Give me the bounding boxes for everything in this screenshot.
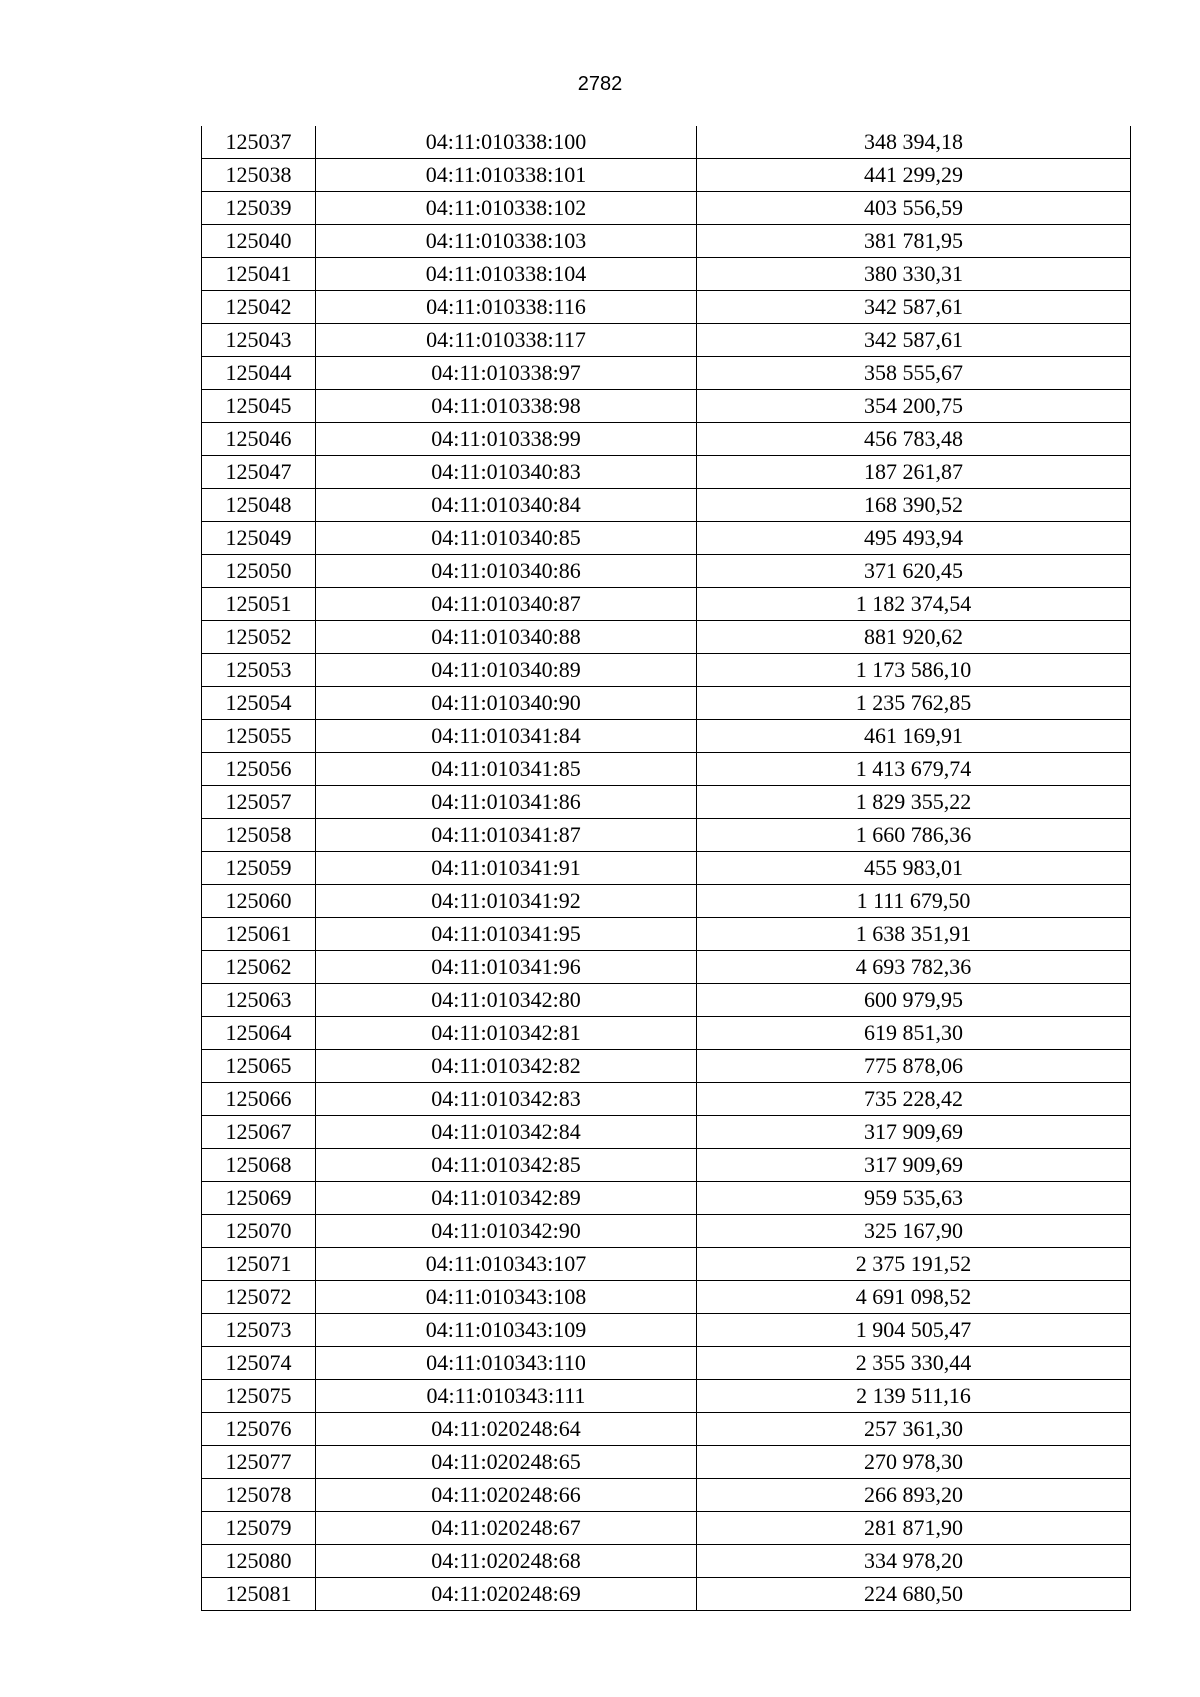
cadastral-value-cell: 317 909,69 bbox=[697, 1149, 1131, 1182]
cadastral-number-cell: 04:11:010341:84 bbox=[316, 720, 697, 753]
cadastral-number-cell: 04:11:010338:99 bbox=[316, 423, 697, 456]
table-row bbox=[202, 1479, 1131, 1512]
cadastral-value-cell: 325 167,90 bbox=[697, 1215, 1131, 1248]
row-number-cell: 125065 bbox=[202, 1050, 316, 1083]
cadastral-number-cell: 04:11:010342:84 bbox=[316, 1116, 697, 1149]
row-number-cell: 125039 bbox=[202, 192, 316, 225]
row-number-cell: 125042 bbox=[202, 291, 316, 324]
table-row bbox=[202, 1116, 1131, 1149]
cadastral-value-cell: 735 228,42 bbox=[697, 1083, 1131, 1116]
table-row bbox=[202, 819, 1131, 852]
row-number-cell: 125041 bbox=[202, 258, 316, 291]
table-row bbox=[202, 621, 1131, 654]
row-number-cell: 125060 bbox=[202, 885, 316, 918]
cadastral-value-cell: 1 111 679,50 bbox=[697, 885, 1131, 918]
table-row bbox=[202, 1545, 1131, 1578]
row-number-cell: 125040 bbox=[202, 225, 316, 258]
row-number-cell: 125064 bbox=[202, 1017, 316, 1050]
cadastral-number-cell: 04:11:010340:83 bbox=[316, 456, 697, 489]
row-number-cell: 125067 bbox=[202, 1116, 316, 1149]
cadastral-number-cell: 04:11:010342:90 bbox=[316, 1215, 697, 1248]
cadastral-value-cell: 354 200,75 bbox=[697, 390, 1131, 423]
cadastral-value-cell: 1 904 505,47 bbox=[697, 1314, 1131, 1347]
row-number-cell: 125059 bbox=[202, 852, 316, 885]
table-row bbox=[202, 588, 1131, 621]
cadastral-number-cell: 04:11:020248:65 bbox=[316, 1446, 697, 1479]
cadastral-number-cell: 04:11:010338:116 bbox=[316, 291, 697, 324]
row-number-cell: 125053 bbox=[202, 654, 316, 687]
table-row bbox=[202, 258, 1131, 291]
cadastral-value-cell: 1 235 762,85 bbox=[697, 687, 1131, 720]
cadastral-number-cell: 04:11:020248:69 bbox=[316, 1578, 697, 1611]
table-row bbox=[202, 225, 1131, 258]
cadastral-value-cell: 342 587,61 bbox=[697, 291, 1131, 324]
cadastral-number-cell: 04:11:010341:86 bbox=[316, 786, 697, 819]
cadastral-number-cell: 04:11:010338:98 bbox=[316, 390, 697, 423]
cadastral-value-cell: 358 555,67 bbox=[697, 357, 1131, 390]
table-row bbox=[202, 1512, 1131, 1545]
row-number-cell: 125057 bbox=[202, 786, 316, 819]
cadastral-number-cell: 04:11:020248:67 bbox=[316, 1512, 697, 1545]
table-row bbox=[202, 1347, 1131, 1380]
cadastral-value-cell: 455 983,01 bbox=[697, 852, 1131, 885]
cadastral-number-cell: 04:11:010342:85 bbox=[316, 1149, 697, 1182]
cadastral-value-cell: 461 169,91 bbox=[697, 720, 1131, 753]
cadastral-value-cell: 495 493,94 bbox=[697, 522, 1131, 555]
table-row bbox=[202, 126, 1131, 159]
table-row bbox=[202, 1578, 1131, 1611]
row-number-cell: 125056 bbox=[202, 753, 316, 786]
row-number-cell: 125074 bbox=[202, 1347, 316, 1380]
table-row bbox=[202, 885, 1131, 918]
row-number-cell: 125054 bbox=[202, 687, 316, 720]
table-row bbox=[202, 1281, 1131, 1314]
row-number-cell: 125050 bbox=[202, 555, 316, 588]
cadastral-value-cell: 1 660 786,36 bbox=[697, 819, 1131, 852]
table-row bbox=[202, 1248, 1131, 1281]
row-number-cell: 125078 bbox=[202, 1479, 316, 1512]
cadastral-value-cell: 224 680,50 bbox=[697, 1578, 1131, 1611]
cadastral-number-cell: 04:11:010338:97 bbox=[316, 357, 697, 390]
table-row bbox=[202, 522, 1131, 555]
table-row bbox=[202, 324, 1131, 357]
row-number-cell: 125037 bbox=[202, 126, 316, 159]
cadastral-value-cell: 381 781,95 bbox=[697, 225, 1131, 258]
cadastral-value-cell: 456 783,48 bbox=[697, 423, 1131, 456]
row-number-cell: 125079 bbox=[202, 1512, 316, 1545]
row-number-cell: 125045 bbox=[202, 390, 316, 423]
row-number-cell: 125068 bbox=[202, 1149, 316, 1182]
cadastral-value-cell: 342 587,61 bbox=[697, 324, 1131, 357]
row-number-cell: 125046 bbox=[202, 423, 316, 456]
table-row bbox=[202, 786, 1131, 819]
table-row bbox=[202, 720, 1131, 753]
table-row bbox=[202, 456, 1131, 489]
cadastral-number-cell: 04:11:010338:102 bbox=[316, 192, 697, 225]
cadastral-value-cell: 2 375 191,52 bbox=[697, 1248, 1131, 1281]
cadastral-number-cell: 04:11:010342:83 bbox=[316, 1083, 697, 1116]
cadastral-value-cell: 1 182 374,54 bbox=[697, 588, 1131, 621]
row-number-cell: 125076 bbox=[202, 1413, 316, 1446]
cadastral-value-cell: 334 978,20 bbox=[697, 1545, 1131, 1578]
table-row bbox=[202, 1215, 1131, 1248]
row-number-cell: 125081 bbox=[202, 1578, 316, 1611]
cadastral-value-cell: 281 871,90 bbox=[697, 1512, 1131, 1545]
table-row bbox=[202, 753, 1131, 786]
cadastral-number-cell: 04:11:010340:87 bbox=[316, 588, 697, 621]
cadastral-value-cell: 2 355 330,44 bbox=[697, 1347, 1131, 1380]
table-row bbox=[202, 489, 1131, 522]
cadastral-number-cell: 04:11:010338:117 bbox=[316, 324, 697, 357]
table-row bbox=[202, 687, 1131, 720]
cadastral-value-cell: 1 173 586,10 bbox=[697, 654, 1131, 687]
cadastral-number-cell: 04:11:010341:95 bbox=[316, 918, 697, 951]
table-row bbox=[202, 1314, 1131, 1347]
cadastral-number-cell: 04:11:010340:84 bbox=[316, 489, 697, 522]
row-number-cell: 125062 bbox=[202, 951, 316, 984]
cadastral-value-cell: 775 878,06 bbox=[697, 1050, 1131, 1083]
cadastral-value-cell: 1 413 679,74 bbox=[697, 753, 1131, 786]
table-row bbox=[202, 1083, 1131, 1116]
table-row bbox=[202, 423, 1131, 456]
cadastral-number-cell: 04:11:010343:107 bbox=[316, 1248, 697, 1281]
cadastral-number-cell: 04:11:010340:90 bbox=[316, 687, 697, 720]
cadastral-value-cell: 270 978,30 bbox=[697, 1446, 1131, 1479]
cadastral-number-cell: 04:11:010341:92 bbox=[316, 885, 697, 918]
table-row bbox=[202, 291, 1131, 324]
row-number-cell: 125061 bbox=[202, 918, 316, 951]
cadastral-number-cell: 04:11:010343:109 bbox=[316, 1314, 697, 1347]
row-number-cell: 125072 bbox=[202, 1281, 316, 1314]
row-number-cell: 125077 bbox=[202, 1446, 316, 1479]
cadastral-value-cell: 441 299,29 bbox=[697, 159, 1131, 192]
cadastral-number-cell: 04:11:020248:68 bbox=[316, 1545, 697, 1578]
row-number-cell: 125073 bbox=[202, 1314, 316, 1347]
cadastral-number-cell: 04:11:010340:88 bbox=[316, 621, 697, 654]
table-row bbox=[202, 357, 1131, 390]
table-body bbox=[202, 126, 1131, 1611]
row-number-cell: 125052 bbox=[202, 621, 316, 654]
cadastral-value-cell: 348 394,18 bbox=[697, 126, 1131, 159]
cadastral-number-cell: 04:11:010341:91 bbox=[316, 852, 697, 885]
row-number-cell: 125075 bbox=[202, 1380, 316, 1413]
row-number-cell: 125071 bbox=[202, 1248, 316, 1281]
table-row bbox=[202, 390, 1131, 423]
table-row bbox=[202, 918, 1131, 951]
table-row bbox=[202, 1413, 1131, 1446]
cadastral-value-cell: 187 261,87 bbox=[697, 456, 1131, 489]
cadastral-number-cell: 04:11:010342:89 bbox=[316, 1182, 697, 1215]
row-number-cell: 125069 bbox=[202, 1182, 316, 1215]
cadastral-number-cell: 04:11:010338:104 bbox=[316, 258, 697, 291]
cadastral-number-cell: 04:11:010338:103 bbox=[316, 225, 697, 258]
cadastral-value-cell: 403 556,59 bbox=[697, 192, 1131, 225]
table-row bbox=[202, 951, 1131, 984]
cadastral-value-cell: 4 691 098,52 bbox=[697, 1281, 1131, 1314]
cadastral-value-cell: 257 361,30 bbox=[697, 1413, 1131, 1446]
cadastral-number-cell: 04:11:020248:66 bbox=[316, 1479, 697, 1512]
cadastral-number-cell: 04:11:010341:96 bbox=[316, 951, 697, 984]
table-row bbox=[202, 654, 1131, 687]
table-row bbox=[202, 555, 1131, 588]
cadastral-value-cell: 959 535,63 bbox=[697, 1182, 1131, 1215]
cadastral-number-cell: 04:11:020248:64 bbox=[316, 1413, 697, 1446]
cadastral-number-cell: 04:11:010341:85 bbox=[316, 753, 697, 786]
row-number-cell: 125051 bbox=[202, 588, 316, 621]
row-number-cell: 125066 bbox=[202, 1083, 316, 1116]
cadastral-value-cell: 2 139 511,16 bbox=[697, 1380, 1131, 1413]
cadastral-value-cell: 619 851,30 bbox=[697, 1017, 1131, 1050]
cadastral-number-cell: 04:11:010340:89 bbox=[316, 654, 697, 687]
row-number-cell: 125063 bbox=[202, 984, 316, 1017]
table-row bbox=[202, 192, 1131, 225]
table-row bbox=[202, 1182, 1131, 1215]
table-row bbox=[202, 984, 1131, 1017]
cadastral-value-cell: 881 920,62 bbox=[697, 621, 1131, 654]
cadastral-value-cell: 317 909,69 bbox=[697, 1116, 1131, 1149]
cadastral-number-cell: 04:11:010343:111 bbox=[316, 1380, 697, 1413]
table-row bbox=[202, 1446, 1131, 1479]
cadastral-value-cell: 4 693 782,36 bbox=[697, 951, 1131, 984]
cadastral-value-cell: 371 620,45 bbox=[697, 555, 1131, 588]
row-number-cell: 125048 bbox=[202, 489, 316, 522]
cadastral-number-cell: 04:11:010343:108 bbox=[316, 1281, 697, 1314]
cadastral-number-cell: 04:11:010342:82 bbox=[316, 1050, 697, 1083]
cadastral-number-cell: 04:11:010340:86 bbox=[316, 555, 697, 588]
cadastral-value-cell: 266 893,20 bbox=[697, 1479, 1131, 1512]
table-row bbox=[202, 1380, 1131, 1413]
page-number: 2782 bbox=[577, 73, 623, 95]
row-number-cell: 125047 bbox=[202, 456, 316, 489]
cadastral-value-cell: 1 829 355,22 bbox=[697, 786, 1131, 819]
table-row bbox=[202, 159, 1131, 192]
row-number-cell: 125058 bbox=[202, 819, 316, 852]
table-row bbox=[202, 852, 1131, 885]
cadastral-number-cell: 04:11:010342:80 bbox=[316, 984, 697, 1017]
row-number-cell: 125044 bbox=[202, 357, 316, 390]
cadastral-number-cell: 04:11:010340:85 bbox=[316, 522, 697, 555]
row-number-cell: 125049 bbox=[202, 522, 316, 555]
table-row bbox=[202, 1149, 1131, 1182]
row-number-cell: 125070 bbox=[202, 1215, 316, 1248]
cadastral-value-cell: 600 979,95 bbox=[697, 984, 1131, 1017]
cadastral-number-cell: 04:11:010338:101 bbox=[316, 159, 697, 192]
cadastral-value-cell: 168 390,52 bbox=[697, 489, 1131, 522]
cadastral-number-cell: 04:11:010341:87 bbox=[316, 819, 697, 852]
cadastral-number-cell: 04:11:010342:81 bbox=[316, 1017, 697, 1050]
row-number-cell: 125038 bbox=[202, 159, 316, 192]
cadastral-value-cell: 380 330,31 bbox=[697, 258, 1131, 291]
row-number-cell: 125055 bbox=[202, 720, 316, 753]
cadastral-value-table bbox=[201, 126, 1131, 1611]
cadastral-number-cell: 04:11:010338:100 bbox=[316, 126, 697, 159]
row-number-cell: 125080 bbox=[202, 1545, 316, 1578]
row-number-cell: 125043 bbox=[202, 324, 316, 357]
cadastral-value-cell: 1 638 351,91 bbox=[697, 918, 1131, 951]
cadastral-number-cell: 04:11:010343:110 bbox=[316, 1347, 697, 1380]
table-row bbox=[202, 1017, 1131, 1050]
table-row bbox=[202, 1050, 1131, 1083]
